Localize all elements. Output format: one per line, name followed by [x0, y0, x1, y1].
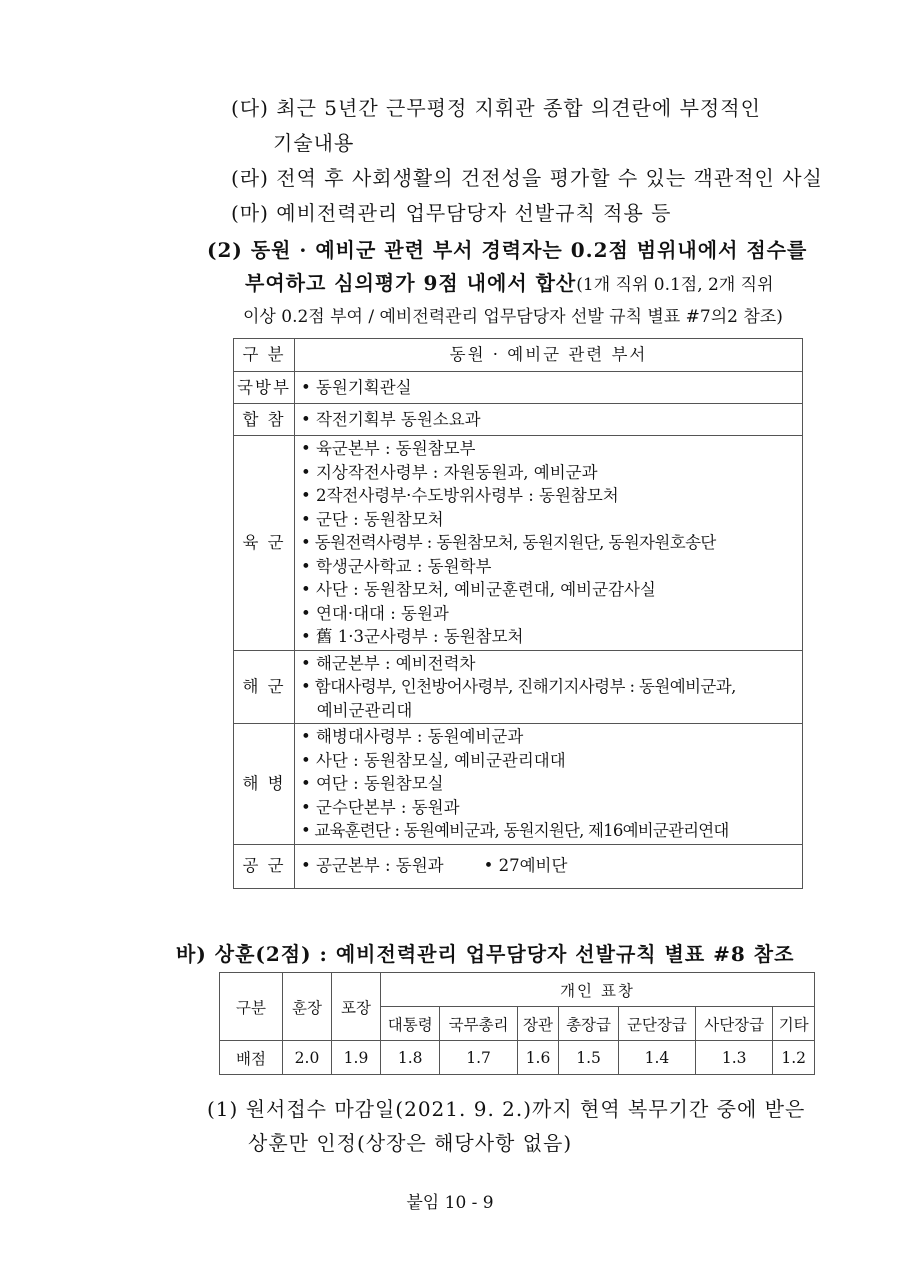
dept-item: • 2작전사령부·수도방위사령부 : 동원참모처: [301, 486, 619, 505]
awards-score: 2.0: [283, 1041, 332, 1075]
awards-score: 1.3: [696, 1041, 773, 1075]
awards-col-pojang: 포장: [332, 973, 381, 1041]
awards-score: 1.2: [773, 1041, 815, 1075]
dept-header-departments: 동원 · 예비군 관련 부서: [295, 339, 803, 372]
dept-item: • 27예비단: [483, 856, 568, 876]
dept-item: • 공군본부 : 동원과: [301, 856, 444, 876]
criteria-text: 예비전력관리 업무담당자 선발규칙 적용 등: [276, 201, 672, 225]
section2-heading-cont: 부여하고 심의평가 9점 내에서 합산: [245, 271, 577, 295]
awards-col-gubun: 구분: [220, 973, 283, 1041]
dept-row-mnd: [234, 372, 803, 404]
dept-item: 예비군관리대: [301, 700, 413, 720]
dept-item: • 舊 1·3군사령부 : 동원참모처: [301, 627, 524, 646]
dept-item: • 여단 : 동원참모실: [301, 774, 444, 793]
awards-score: 1.9: [332, 1041, 381, 1075]
dept-category: 육 군: [234, 436, 295, 651]
criteria-item-ra: [231, 162, 823, 191]
criteria-marker: (다): [231, 96, 269, 120]
dept-item: • 해군본부 : 예비전력차: [301, 653, 476, 673]
awards-subheader: 장관: [517, 1007, 559, 1041]
section2-line1: [207, 234, 807, 263]
criteria-item-da: [231, 92, 761, 121]
criteria-item-ma: [231, 197, 672, 226]
dept-items: [295, 724, 803, 845]
dept-category: 해 군: [234, 650, 295, 724]
dept-item: • 군수단본부 : 동원과: [301, 797, 460, 817]
dept-table-header: [234, 339, 803, 372]
awards-score: 1.6: [517, 1041, 559, 1075]
dept-item: • 동원기획관실: [301, 377, 412, 397]
awards-score-row: [220, 1041, 815, 1075]
section2-line2: [245, 267, 774, 296]
awards-table: [219, 972, 815, 1075]
criteria-marker: (마): [231, 201, 269, 225]
note1-line1: [207, 1093, 805, 1122]
criteria-marker: (라): [231, 166, 269, 190]
awards-score: 1.4: [618, 1041, 695, 1075]
page-number: 붙임 10 - 9: [406, 1193, 494, 1213]
awards-header-row: [220, 973, 815, 1007]
dept-item: • 지상작전사령부 : 자원동원과, 예비군과: [301, 462, 598, 482]
dept-item: • 교육훈련단 : 동원예비군과, 동원지원단, 제16예비군관리연대: [301, 821, 729, 840]
awards-subheader: 군단장급: [618, 1007, 695, 1041]
dept-items: [295, 372, 803, 404]
awards-subheader: 국무총리: [440, 1007, 517, 1041]
awards-score: 1.7: [440, 1041, 517, 1075]
note1-line2: 상훈만 인정(상장은 해당사항 없음): [248, 1131, 573, 1155]
dept-item: • 작전기획부 동원소요과: [301, 409, 481, 429]
dept-row-jcs: [234, 404, 803, 436]
criteria-text: 최근 5년간 근무평정 지휘관 종합 의견란에 부정적인: [276, 96, 761, 120]
dept-item: • 연대·대대 : 동원과: [301, 603, 449, 623]
awards-subheader: 사단장급: [696, 1007, 773, 1041]
section2-line3: 이상 0.2점 부여 / 예비전력관리 업무담당자 선발 규칙 별표 #7의2 참조): [243, 307, 783, 327]
dept-row-navy: [234, 650, 803, 724]
dept-category: 국방부: [234, 372, 295, 404]
dept-item: • 해병대사령부 : 동원예비군과: [301, 727, 524, 746]
dept-table: [233, 338, 803, 889]
dept-items: [295, 650, 803, 724]
note1-marker: (1): [207, 1097, 239, 1121]
dept-category: 해 병: [234, 724, 295, 845]
dept-row-airforce: [234, 844, 803, 888]
awards-subheader: 대통령: [381, 1007, 440, 1041]
awards-score: 1.8: [381, 1041, 440, 1075]
dept-item: • 학생군사학교 : 동원학부: [301, 556, 492, 576]
awards-subheader: 기타: [773, 1007, 815, 1041]
dept-item: • 동원전력사령부 : 동원참모처, 동원지원단, 동원자원호송단: [301, 533, 716, 552]
awards-row-label: 배점: [220, 1041, 283, 1075]
dept-category: 공 군: [234, 844, 295, 888]
section2-note: (1개 직위 0.1점, 2개 직위: [576, 275, 774, 295]
dept-header-category: 구 분: [234, 339, 295, 372]
dept-item: • 군단 : 동원참모처: [301, 509, 444, 529]
criteria-item-da-cont: 기술내용: [273, 131, 355, 155]
awards-score: 1.5: [559, 1041, 618, 1075]
dept-items: [295, 436, 803, 651]
dept-row-army: [234, 436, 803, 651]
criteria-text: 전역 후 사회생활의 건전성을 평가할 수 있는 객관적인 사실: [276, 166, 823, 190]
dept-items: [295, 404, 803, 436]
dept-items: [295, 844, 803, 888]
dept-item: • 함대사령부, 인천방어사령부, 진해기지사령부 : 동원예비군과,: [301, 677, 736, 696]
awards-subheader: 총장급: [559, 1007, 618, 1041]
note1-text: 원서접수 마감일(2021. 9. 2.)까지 현역 복무기간 중에 받은: [245, 1097, 806, 1121]
dept-item: • 육군본부 : 동원참모부: [301, 439, 476, 458]
section2-heading: 동원 · 예비군 관련 부서 경력자는 0.2점 범위내에서 점수를: [250, 238, 808, 262]
dept-category: 합 참: [234, 404, 295, 436]
awards-group-label: 개인 표창: [381, 973, 815, 1007]
section-ba-heading: 바) 상훈(2점) : 예비전력관리 업무담당자 선발규칙 별표 #8 참조: [176, 942, 795, 966]
dept-row-marines: [234, 724, 803, 845]
dept-item: • 사단 : 동원참모실, 예비군관리대대: [301, 750, 566, 770]
awards-col-hunjang: 훈장: [283, 973, 332, 1041]
section2-marker: (2): [207, 238, 243, 262]
dept-item: • 사단 : 동원참모처, 예비군훈련대, 예비군감사실: [301, 580, 656, 599]
